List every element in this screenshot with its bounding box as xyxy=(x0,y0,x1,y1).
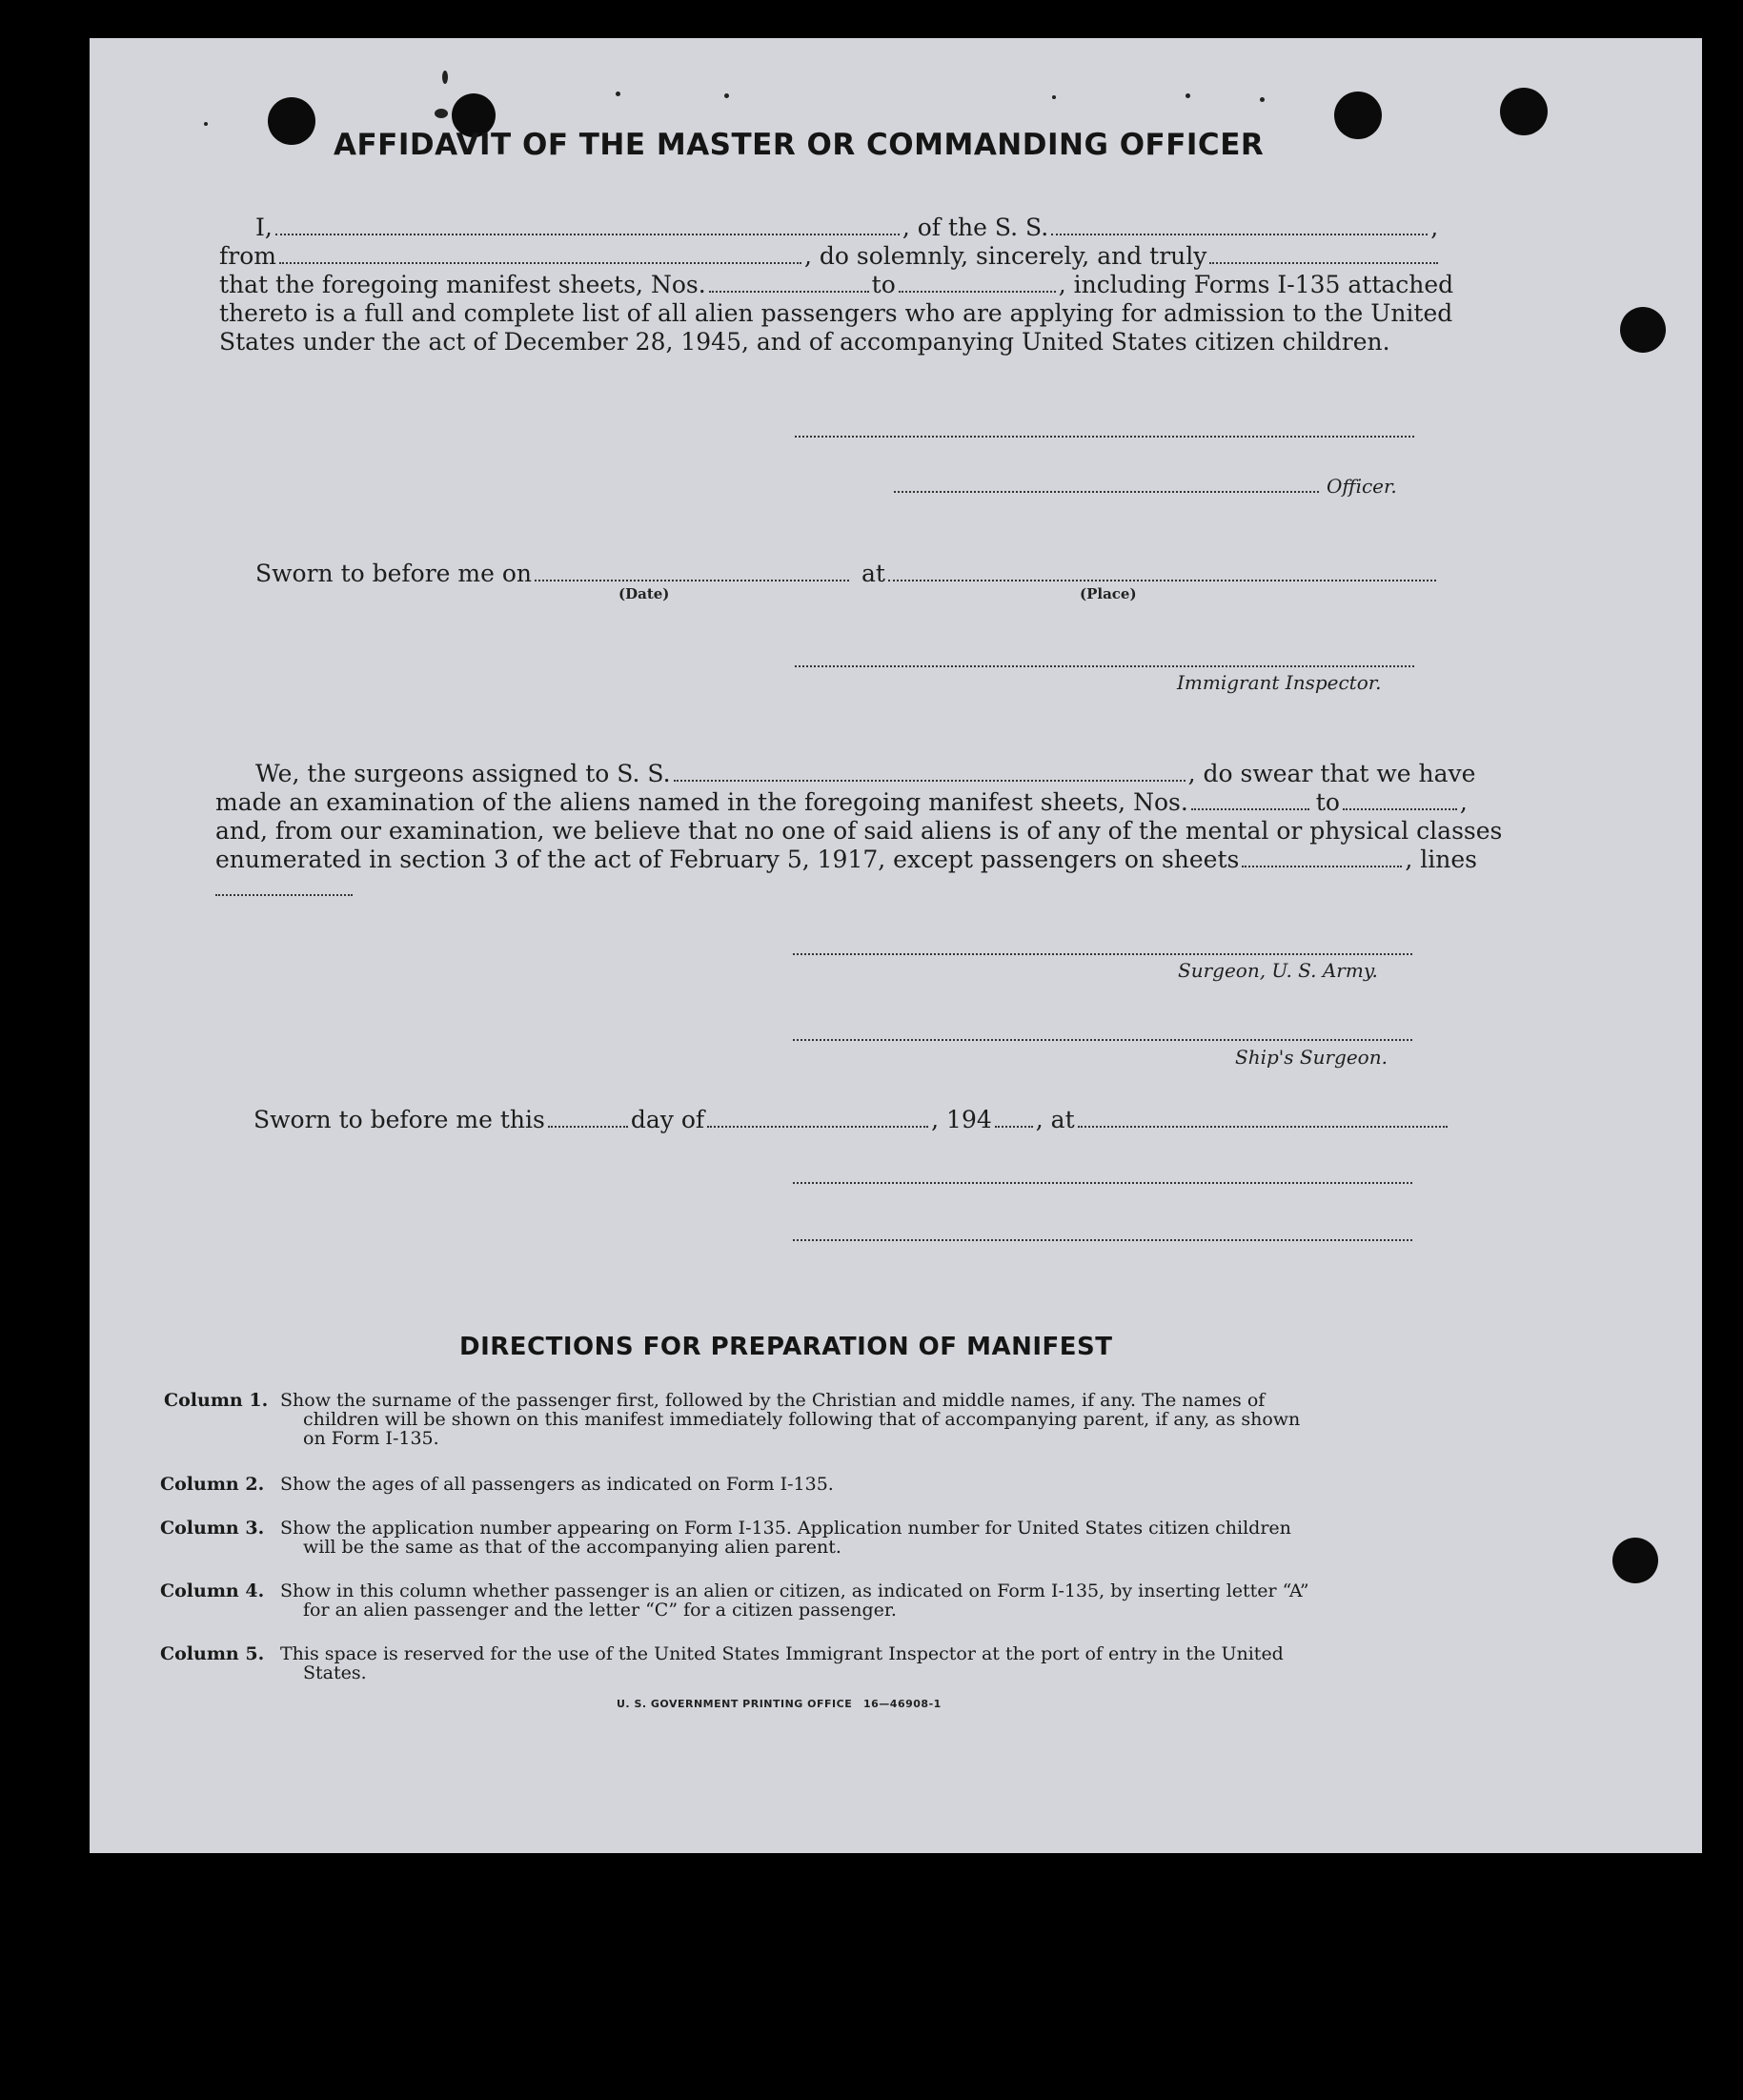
direction-label: Column 3. xyxy=(160,1518,265,1539)
sheets-blank[interactable] xyxy=(1242,862,1402,867)
surgeons-text: , lines xyxy=(1405,846,1477,873)
year-blank[interactable] xyxy=(995,1122,1033,1128)
speck xyxy=(204,122,208,126)
direction-text xyxy=(280,1391,1510,1448)
direction-label: Column 2. xyxy=(160,1474,265,1495)
affidavit-text: that the foregoing manifest sheets, Nos. xyxy=(219,271,706,298)
sworn-text: , at xyxy=(1035,1106,1075,1133)
ship-surgeon-label: Ship's Surgeon. xyxy=(1235,1046,1388,1069)
direction-continuation-line: will be the same as that of the accompanying alien parent. xyxy=(303,1537,841,1558)
direction-first-line: This space is reserved for the use of the United States Immigrant Inspector at the port of entry in the United xyxy=(280,1643,1284,1664)
direction-label: Column 1. xyxy=(164,1390,269,1411)
surgeons-text: , do swear that we have xyxy=(1187,760,1476,787)
sworn-date-line xyxy=(219,560,1439,588)
footer-printer: U. S. GOVERNMENT PRINTING OFFICE xyxy=(617,1698,853,1710)
sworn-text: at xyxy=(861,560,885,587)
day-blank[interactable] xyxy=(548,1122,628,1128)
direction-text xyxy=(280,1644,1510,1682)
surgeons-text: made an examination of the aliens named in the foregoing manifest sheets, Nos. xyxy=(215,788,1188,816)
date-blank[interactable] xyxy=(535,576,849,581)
punch-hole xyxy=(1612,1538,1658,1583)
surgeons-text: , xyxy=(1459,788,1468,816)
affidavit-text: to xyxy=(871,271,896,298)
surgeon-ship-blank[interactable] xyxy=(674,776,1186,782)
surgeon-nos-from-blank[interactable] xyxy=(1191,805,1309,810)
punch-hole xyxy=(1620,307,1666,353)
speck xyxy=(1186,93,1190,98)
affidavit-line-1 xyxy=(219,214,1438,242)
surgeon-nos-to-blank[interactable] xyxy=(1343,805,1457,810)
month-blank[interactable] xyxy=(707,1122,928,1128)
army-surgeon-label: Surgeon, U. S. Army. xyxy=(1178,959,1378,982)
direction-continuation-line: States. xyxy=(303,1662,367,1683)
direction-label: Column 4. xyxy=(160,1580,265,1601)
footer-code: 16—46908-1 xyxy=(863,1698,942,1710)
surgeons-text: enumerated in section 3 of the act of February 5, 1917, except passengers on sheets xyxy=(215,846,1240,873)
affidavit-line-2 xyxy=(219,242,1441,271)
punch-hole xyxy=(1500,88,1548,135)
sworn-text: Sworn to before me on xyxy=(255,560,533,587)
affidavit-text: from xyxy=(219,242,276,270)
affidavit-line-5: States under the act of December 28, 1945, and of accompanying United States citizen children. xyxy=(219,328,1390,356)
direction-text xyxy=(280,1519,1510,1557)
direction-text xyxy=(280,1475,1510,1494)
nos-to-blank[interactable] xyxy=(899,287,1056,293)
place-blank-2[interactable] xyxy=(1078,1122,1448,1128)
surgeons-text: to xyxy=(1315,788,1340,816)
ship-blank[interactable] xyxy=(1051,230,1428,235)
speck xyxy=(724,93,729,98)
punch-hole xyxy=(268,97,315,145)
from-blank[interactable] xyxy=(279,258,801,264)
surgeons-line-4 xyxy=(215,846,1477,874)
punch-hole xyxy=(1334,92,1382,139)
directions-title: DIRECTIONS FOR PREPARATION OF MANIFEST xyxy=(459,1333,1113,1361)
nos-from-blank[interactable] xyxy=(709,287,869,293)
inspector-signature-line[interactable] xyxy=(795,665,1414,667)
place-blank[interactable] xyxy=(888,576,1436,581)
officer-signature-line[interactable] xyxy=(894,491,1319,493)
speck xyxy=(435,109,448,118)
direction-first-line: Show the surname of the passenger first, followed by the Christian and middle names, if any. The names of xyxy=(280,1390,1266,1411)
affidavit-text: , do solemnly, sincerely, and truly xyxy=(803,242,1207,270)
direction-continuation-line: children will be shown on this manifest immediately following that of accompanying parent, if any, as shown xyxy=(303,1409,1301,1430)
direction-text xyxy=(280,1581,1510,1620)
sworn-text: day of xyxy=(630,1106,705,1133)
surgeons-text: We, the surgeons assigned to S. S. xyxy=(255,760,671,787)
ship-surgeon-signature-line[interactable] xyxy=(793,1039,1412,1041)
official-signature-line[interactable] xyxy=(793,1182,1412,1184)
affidavit-line-3 xyxy=(219,271,1453,299)
oath-blank[interactable] xyxy=(1209,258,1438,264)
affidavit-text: , including Forms I-135 attached xyxy=(1058,271,1454,298)
official-title-line[interactable] xyxy=(793,1239,1412,1241)
affidavit-text: I, xyxy=(255,214,273,241)
direction-continuation-line: for an alien passenger and the letter “C” for a citizen passenger. xyxy=(303,1600,897,1621)
army-surgeon-signature-line[interactable] xyxy=(793,953,1412,955)
master-signature-line[interactable] xyxy=(795,436,1414,438)
affidavit-text: , of the S. S. xyxy=(902,214,1049,241)
sworn-text: , 194 xyxy=(931,1106,992,1133)
name-blank[interactable] xyxy=(275,230,900,235)
page-title: AFFIDAVIT OF THE MASTER OR COMMANDING OFFICER xyxy=(334,128,1265,162)
direction-label: Column 5. xyxy=(160,1643,265,1664)
sworn-text: Sworn to before me this xyxy=(253,1106,545,1133)
date-caption: (Date) xyxy=(618,585,670,602)
surgeons-line-1 xyxy=(215,760,1475,788)
surgeons-line-3: and, from our examination, we believe that no one of said aliens is of any of the mental or physical classes xyxy=(215,817,1503,845)
lines-blank[interactable] xyxy=(215,894,353,896)
direction-first-line: Show in this column whether passenger is an alien or citizen, as indicated on Form I-135, by inserting letter “A” xyxy=(280,1580,1309,1601)
affidavit-text: , xyxy=(1430,214,1439,241)
speck xyxy=(616,92,620,96)
direction-first-line: Show the application number appearing on Form I-135. Application number for United States citizen children xyxy=(280,1518,1291,1539)
officer-label: Officer. xyxy=(1327,475,1397,498)
speck xyxy=(1052,95,1056,99)
direction-first-line: Show the ages of all passengers as indicated on Form I-135. xyxy=(280,1474,834,1495)
affidavit-line-4: thereto is a full and complete list of all alien passengers who are applying for admission to the United xyxy=(219,299,1453,327)
form-page xyxy=(90,38,1702,1853)
speck xyxy=(1260,97,1265,102)
speck xyxy=(442,71,448,84)
inspector-label: Immigrant Inspector. xyxy=(1177,671,1382,694)
place-caption: (Place) xyxy=(1080,585,1137,602)
sworn-day-line xyxy=(219,1106,1450,1134)
direction-continuation-line: on Form I-135. xyxy=(303,1428,439,1449)
surgeons-line-2 xyxy=(215,788,1468,817)
